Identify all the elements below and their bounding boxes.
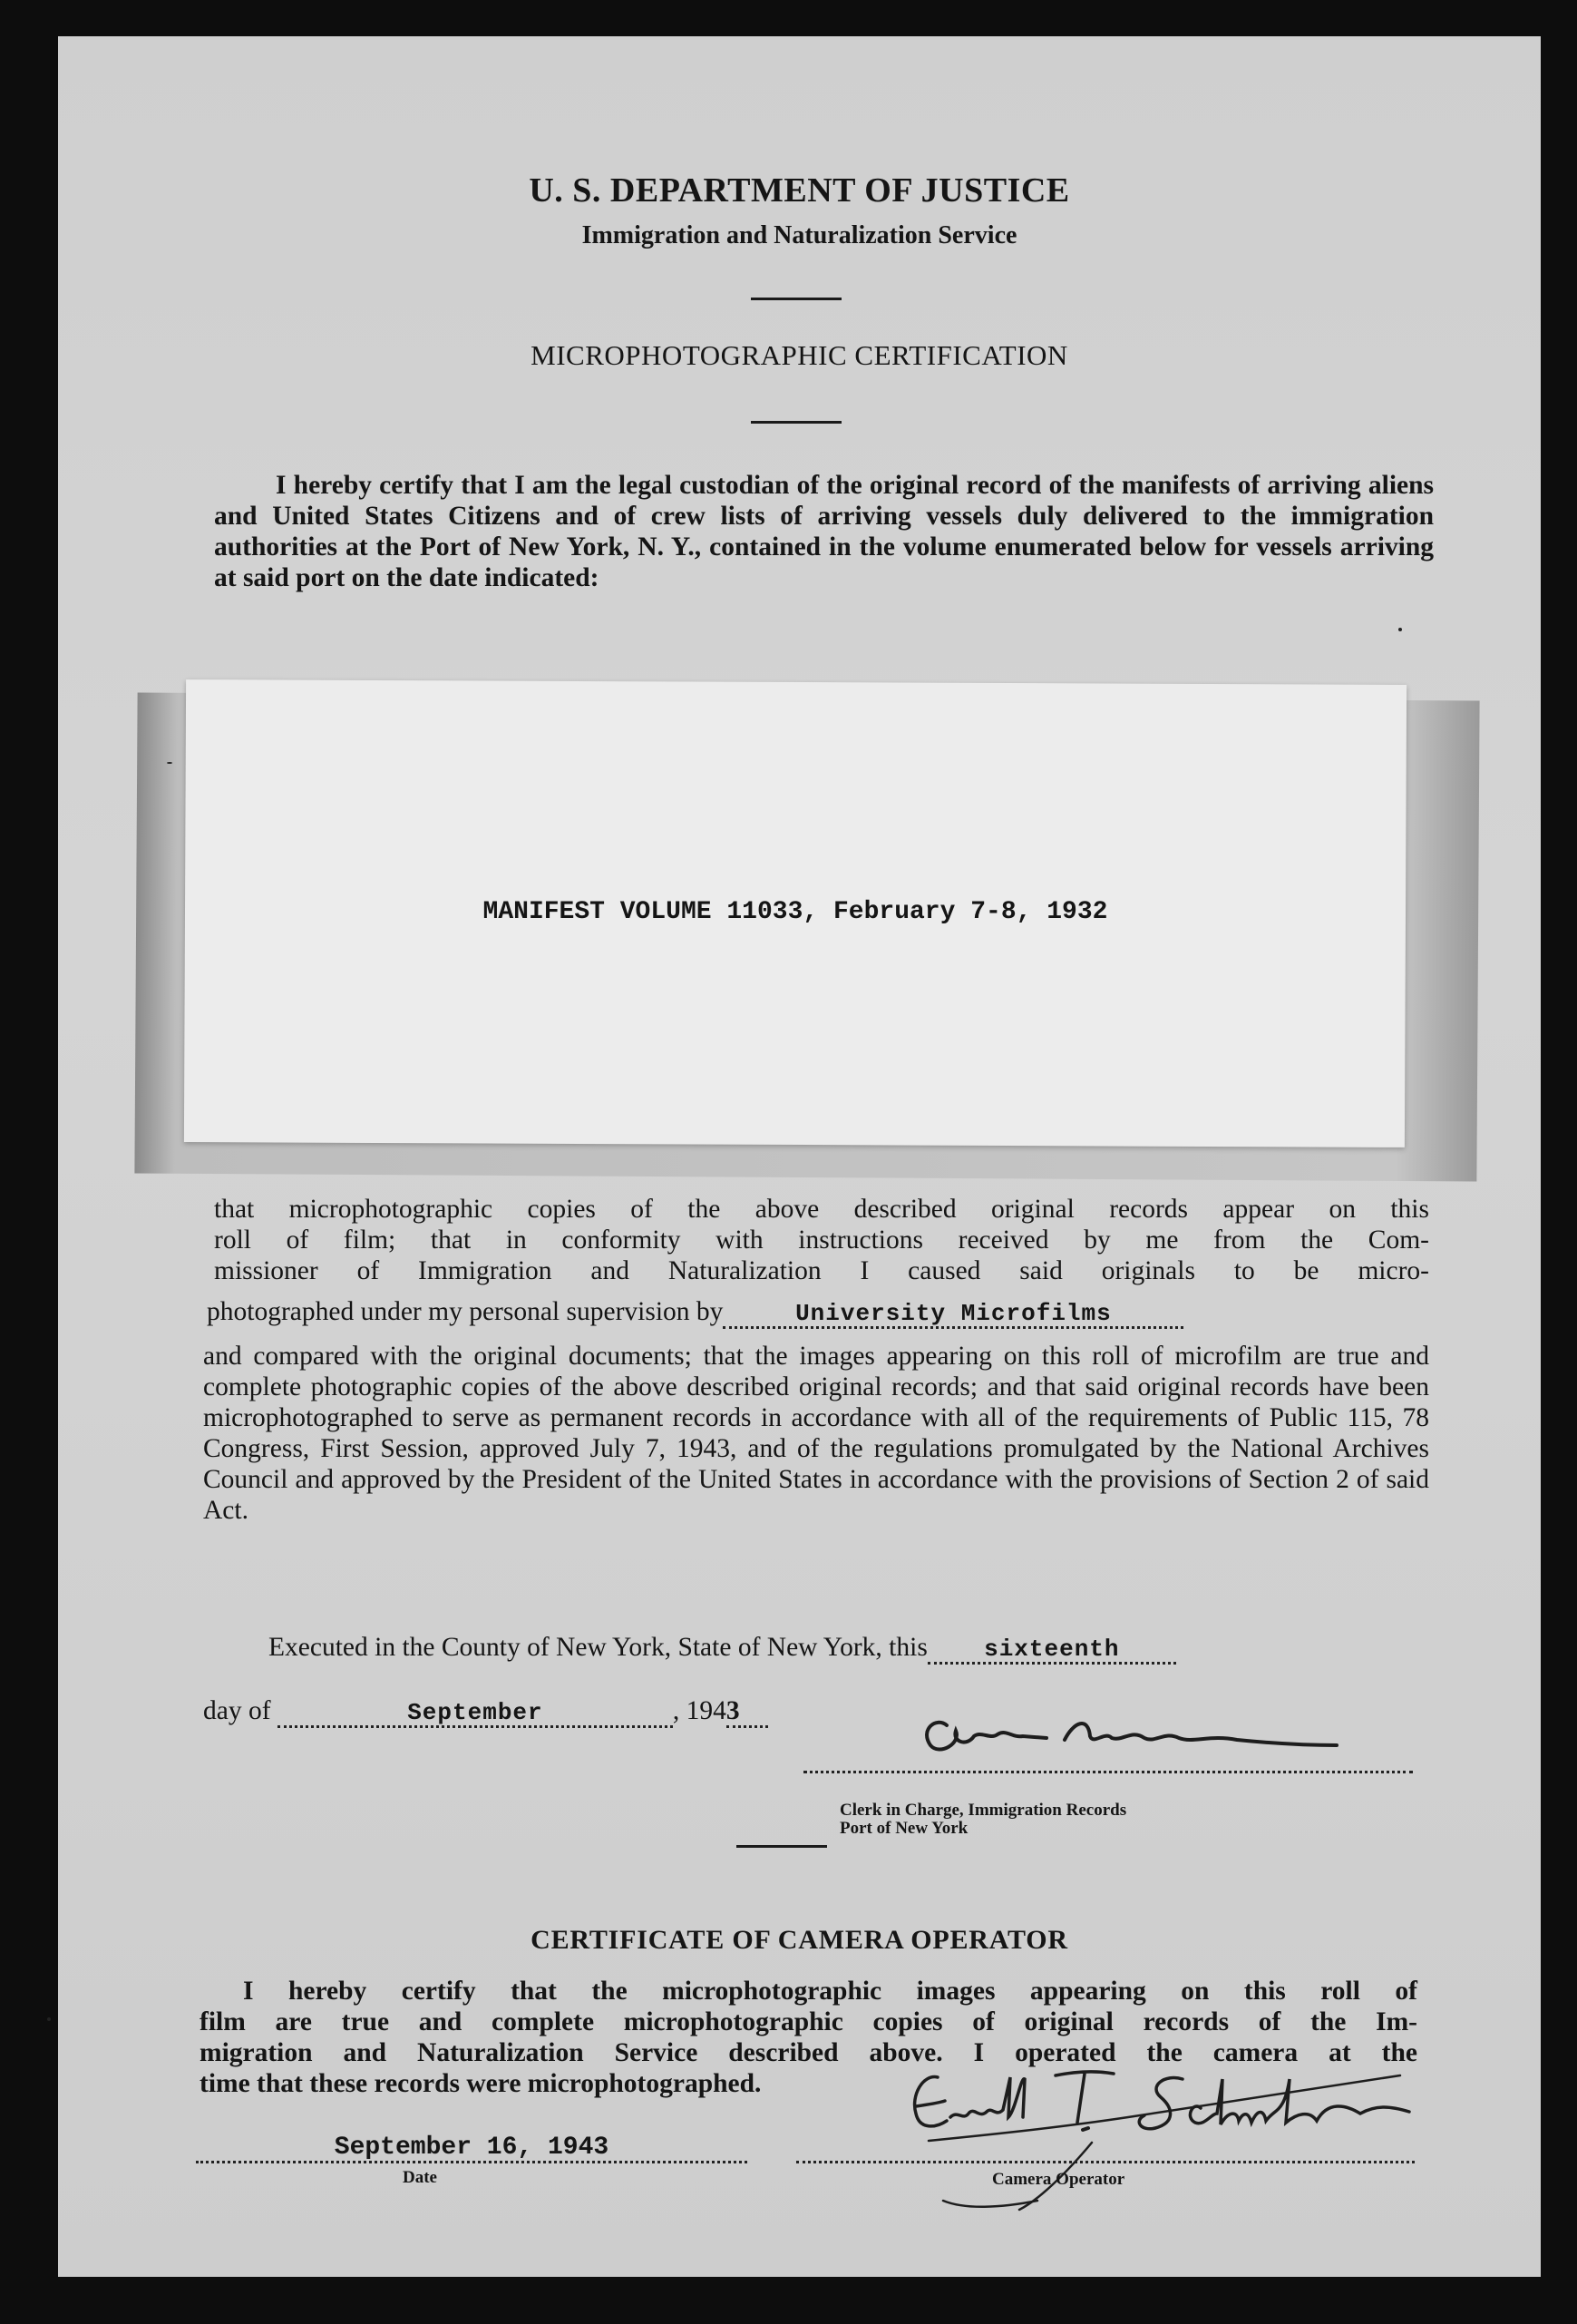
execution-line <box>268 1633 1176 1665</box>
custodian-statement: I hereby certify that I am the legal custodian of the original record of the manifests of arriving aliens and United States Citizens and of crew lists of arriving vessels duly delivered to the immigration authorities at the Port of New York, N. Y., contained in the volume enumerated below for vessels arriving at said port on the date indicated: <box>214 471 1434 592</box>
clerk-title <box>840 1802 1126 1838</box>
paper-speck <box>47 2017 51 2021</box>
supervision-prefix: photographed under my personal supervision by <box>207 1297 724 1326</box>
camera-operator-label: Camera Operator <box>992 2170 1125 2189</box>
divider <box>751 421 842 424</box>
year-prefix: , 194 <box>672 1696 726 1725</box>
divider <box>751 298 842 300</box>
manifest-volume-label: MANIFEST VOLUME 11033, February 7-8, 1932 <box>482 898 1108 926</box>
photographed-by-field <box>723 1299 1183 1329</box>
statement-line: time that these records were microphotographed. <box>200 2069 762 2098</box>
paper-speck <box>1398 628 1402 631</box>
date-label: Date <box>403 2168 437 2187</box>
clerk-title-line: Port of New York <box>840 1819 969 1838</box>
photographed-by-value: University Microfilms <box>795 1300 1112 1327</box>
execution-day-value: sixteenth <box>984 1636 1120 1663</box>
clerk-title-line: Clerk in Charge, Immigration Records <box>840 1801 1127 1820</box>
date-field <box>196 2134 747 2163</box>
year-digit: 3 <box>725 1696 740 1725</box>
certificate-sheet <box>58 36 1541 2277</box>
certification-title: MICROPHOTOGRAPHIC CERTIFICATION <box>531 339 1068 371</box>
statement-line: film are true and complete microphotographic copies of original records of the Im- <box>200 2007 1417 2036</box>
service-subtitle: Immigration and Naturalization Service <box>581 221 1017 249</box>
statement-line: I hereby certify that the microphotographic images appearing on this roll of <box>243 1977 1417 2006</box>
records-line: roll of film; that in conformity with instructions received by me from the Com- <box>214 1225 1429 1255</box>
clerk-signature-line <box>803 1771 1413 1773</box>
records-line: that microphotographic copies of the above described original records appear on this <box>214 1195 1429 1224</box>
operator-signature-line <box>796 2161 1415 2163</box>
year-field <box>726 1698 768 1728</box>
records-statement-body: and compared with the original documents; that the images appearing on this roll of microfilm are true and complete photographic copies of the above described original records; and that said original records have been microphotographed to serve as permanent records in accordance with all of the requirements of Public 115, 78 Congress, First Session, approved July 7, 1943, and of the regulations promulgated by the National Archives Council and approved by the President of the United States in accordance with the provisions of Section 2 of said Act. <box>203 1342 1429 1525</box>
clerk-signature <box>910 1689 1382 1776</box>
records-line: missioner of Immigration and Naturalization I caused said originals to be micro- <box>214 1256 1429 1285</box>
execution-prefix: Executed in the County of New York, State of New York, this <box>268 1633 928 1662</box>
statement-line: migration and Naturalization Service described above. I operated the camera at the <box>200 2038 1417 2067</box>
camera-operator-certificate-title: CERTIFICATE OF CAMERA OPERATOR <box>531 1925 1068 1955</box>
paper-speck <box>167 762 172 764</box>
execution-month-value: September <box>407 1699 543 1726</box>
department-title: U. S. DEPARTMENT OF JUSTICE <box>529 171 1070 210</box>
operator-date-value: September 16, 1943 <box>334 2134 609 2162</box>
records-statement-top <box>214 1194 1429 1286</box>
supervision-line <box>207 1297 1183 1329</box>
day-of-label: day of <box>203 1696 271 1725</box>
divider <box>736 1845 827 1848</box>
execution-month-field <box>277 1698 673 1728</box>
day-of-line <box>203 1696 768 1728</box>
execution-day-field <box>928 1635 1176 1665</box>
camera-operator-signature <box>856 2023 1509 2222</box>
